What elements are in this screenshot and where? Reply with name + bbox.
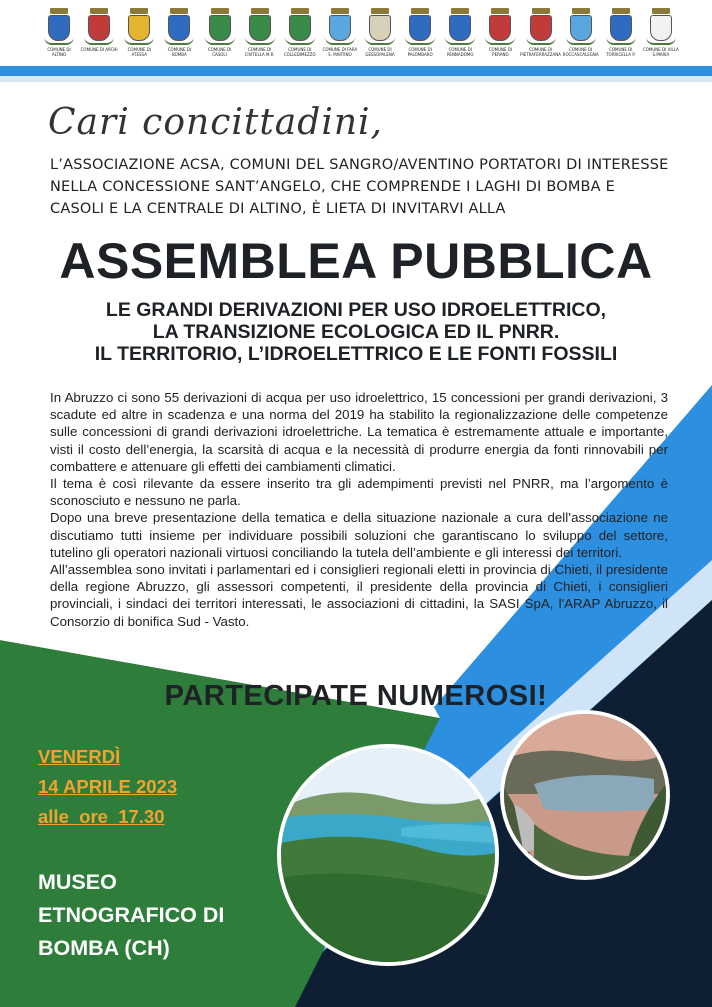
body-paragraph: Il tema è così rilevante da essere inserito tra gli adempimenti previsti nel PNRR, ma l’argomento è sconosciuto e nessuno ne parla. (50, 476, 668, 509)
crest-item (321, 8, 359, 68)
crest-name: COMUNE DI PIETRAFERRAZZANA (520, 47, 561, 57)
crown-icon (251, 8, 269, 14)
venue (38, 866, 224, 965)
crest-name: COMUNE DI ARCHI (80, 47, 118, 52)
crown-icon (411, 8, 429, 14)
crown-icon (652, 8, 670, 14)
crown-icon (612, 8, 630, 14)
crest-name: COMUNE DI PENNADOMO (447, 47, 474, 57)
subtitle (0, 299, 712, 365)
event-day: VENERDÌ (38, 746, 121, 767)
crest-item (80, 8, 118, 68)
venue-line: ETNOGRAFICO DI (38, 903, 225, 927)
crown-icon (371, 8, 389, 14)
coat-of-arms-icon (168, 15, 190, 41)
crown-icon (572, 8, 590, 14)
crest-item (481, 8, 519, 68)
municipality-crests (40, 8, 680, 68)
event-time: alle ore 17.30 (38, 806, 165, 827)
subtitle-line: IL TERRITORIO, L’IDROELETTRICO E LE FONTI FOSSILI (94, 343, 618, 365)
greeting: Cari concittadini, (48, 102, 383, 143)
venue-line: MUSEO (38, 870, 117, 894)
crest-name: COMUNE DI CIVITELLA M.R. (244, 47, 275, 57)
crest-item (241, 8, 279, 68)
crest-name: COMUNE DI BOMBA (167, 47, 192, 57)
coat-of-arms-icon (530, 15, 552, 41)
page-title: ASSEMBLEA PUBBLICA (59, 233, 653, 289)
coat-of-arms-icon (128, 15, 150, 41)
crest-item (562, 8, 600, 68)
body-paragraph: Dopo una breve presentazione della tematica e della situazione nazionale a cura dell’associazione ne discutiamo tutti insieme per individuare possibili soluzioni che garantiscano lo sviluppo del settore, tutelino gli operatori nazionali virtuosi conciliando la tutela dell’ambiente e gli interessi dei territori. (50, 510, 668, 560)
crown-icon (170, 8, 188, 14)
coat-of-arms-icon (209, 15, 231, 41)
coat-of-arms-icon (449, 15, 471, 41)
coat-of-arms-icon (249, 15, 271, 41)
crown-icon (50, 8, 68, 14)
crest-name: COMUNE DI GESSOPALENA (365, 47, 395, 57)
coat-of-arms-icon (650, 15, 672, 41)
crest-name: COMUNE DI ALTINO (47, 47, 71, 57)
crown-icon (451, 8, 469, 14)
crest-name: COMUNE DI FARA S. MARTINO (322, 47, 358, 57)
body-paragraph: In Abruzzo ci sono 55 derivazioni di acqua per uso idroelettrico, 15 concessioni per grandi derivazioni, 3 scadute ed altre in scadenza e una norma del 2019 ha stabilito la regionalizzazione delle competenze sulle concessioni di grandi derivazioni idroelettriche. La tematica è estremamente attuale e importante, visti il costo dell’energia, la scarsità di acqua e la necessità di produrre energia da fonti rinnovabili per combattere e attenuare gli effetti dei cambiamenti climatici. (50, 390, 668, 474)
crown-icon (211, 8, 229, 14)
crest-name: COMUNE DI CASOLI (207, 47, 232, 57)
coat-of-arms-icon (409, 15, 431, 41)
coat-of-arms-icon (489, 15, 511, 41)
crest-name: COMUNE DI COLLEDIMEZZO (283, 47, 316, 57)
body-paragraph: All’assemblea sono invitati i parlamentari ed i consiglieri regionali eletti in provincia di Chieti, il presidente della regione Abruzzo, gli assessori competenti, il presidente della provincia di Chieti, i consiglieri provinciali, i sindaci dei territori interessati, le associazioni di cittadini, la SASI SpA, l'ARAP Abruzzo, il Consorzio di bonifica Sud - Vasto. (50, 562, 668, 629)
dam-photo (500, 710, 670, 880)
coat-of-arms-icon (88, 15, 110, 41)
crest-name: COMUNE DI TORRICELLA P. (606, 47, 636, 57)
call-to-action: PARTECIPATE NUMEROSI! (164, 680, 548, 712)
crest-name: COMUNE DI ATESSA (127, 47, 151, 57)
subtitle-line: LA TRANSIZIONE ECOLOGICA ED IL PNRR. (152, 321, 560, 343)
coat-of-arms-icon (289, 15, 311, 41)
crest-item (120, 8, 158, 68)
crown-icon (130, 8, 148, 14)
event-date: 14 APRILE 2023 (38, 776, 178, 797)
coat-of-arms-icon (610, 15, 632, 41)
crest-item (522, 8, 560, 68)
crest-item (40, 8, 78, 68)
crown-icon (90, 8, 108, 14)
body-text (50, 389, 668, 630)
crest-item (602, 8, 640, 68)
crest-name: COMUNE DI ROCCASCALEGNA (562, 47, 599, 57)
crest-name: COMUNE DI PALOMBARO (407, 47, 433, 57)
venue-line: BOMBA (CH) (38, 936, 170, 960)
crest-item (201, 8, 239, 68)
crest-item (160, 8, 198, 68)
crest-item (401, 8, 439, 68)
coat-of-arms-icon (329, 15, 351, 41)
crest-item (642, 8, 680, 68)
lake-landscape-image (281, 748, 495, 962)
lake-photo (277, 744, 499, 966)
crest-item (281, 8, 319, 68)
coat-of-arms-icon (48, 15, 70, 41)
intro-text: L’ASSOCIAZIONE ACSA, COMUNI DEL SANGRO/AVENTINO PORTATORI DI INTERESSE NELLA CONCESSIONE SANT’ANGELO, CHE COMPRENDE I LAGHI DI BOMBA E CASOLI E LA CENTRALE DI ALTINO, È LIETA DI INVITARVI ALLA (50, 157, 669, 217)
crest-name: COMUNE DI VILLA S.MARIA (642, 47, 679, 57)
dam-landscape-image (504, 714, 666, 876)
crest-name: COMUNE DI PERANO (488, 47, 513, 57)
crest-item (441, 8, 479, 68)
coat-of-arms-icon (369, 15, 391, 41)
header-blue-bar (0, 66, 712, 76)
header-light-bar (0, 76, 712, 82)
crown-icon (491, 8, 509, 14)
crown-icon (331, 8, 349, 14)
crown-icon (291, 8, 309, 14)
coat-of-arms-icon (570, 15, 592, 41)
crown-icon (532, 8, 550, 14)
crest-item (361, 8, 399, 68)
subtitle-line: LE GRANDI DERIVAZIONI PER USO IDROELETTRICO, (105, 299, 607, 321)
